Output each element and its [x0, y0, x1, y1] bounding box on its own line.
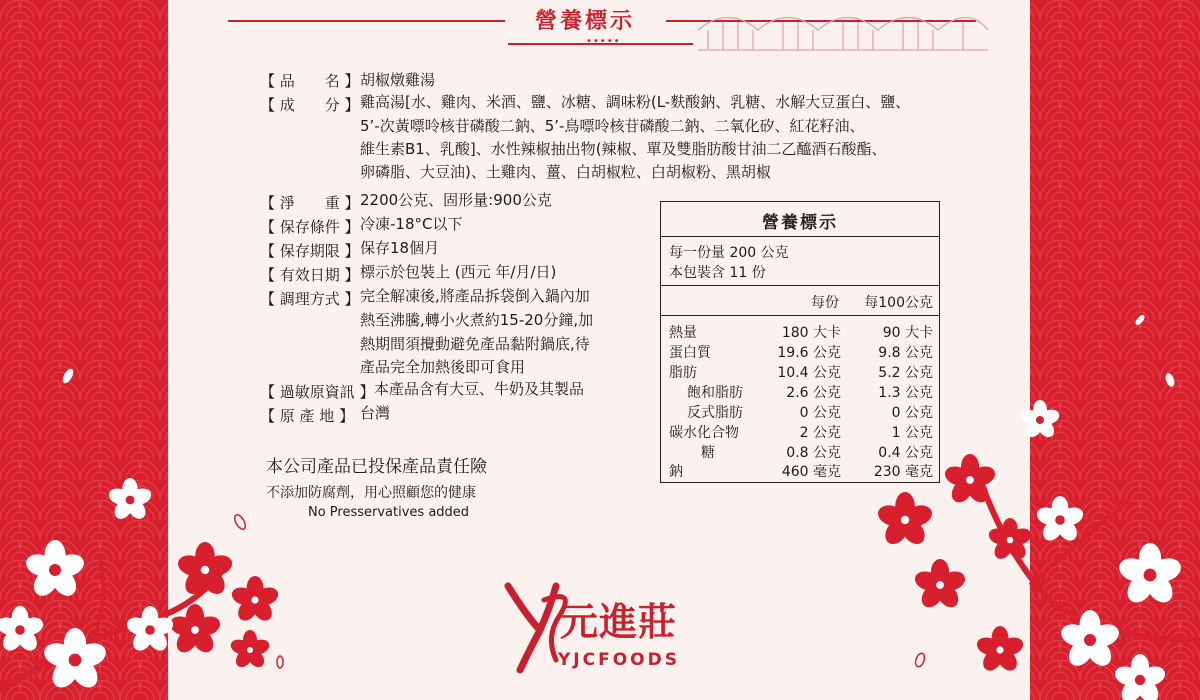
- cooking-line-1: 完全解凍後,將產品拆袋倒入鍋內加: [360, 287, 590, 305]
- nutrient-per-serving: 0.8 公克: [786, 445, 841, 461]
- nutrient-per-serving: 10.4 公克: [777, 365, 841, 381]
- no-preservatives-en: No Presservatives added: [308, 505, 470, 520]
- nutrient-per-serving: 2.6 公克: [786, 385, 841, 401]
- col-per-100g: 每100公克: [864, 295, 933, 311]
- nutrient-name: 糖: [701, 445, 715, 461]
- allergen-value: 本產品含有大豆、牛奶及其製品: [374, 380, 585, 398]
- ingredients-line-1: 雞高湯[水、雞肉、米酒、鹽、冰糖、調味粉(L-麩酸鈉、乳糖、水解大豆蛋白、鹽、: [360, 93, 911, 111]
- no-preservatives-zh: 不添加防腐劑，用心照顧您的健康: [266, 485, 476, 501]
- name-label: 【 品 名 】: [260, 72, 360, 90]
- nutrient-per-100g: 1.3 公克: [878, 385, 933, 401]
- ingredients-line-2: 5’-次黃嘌呤核苷磷酸二鈉、5’-鳥嘌呤核苷磷酸二鈉、二氧化矽、紅花籽油、: [360, 117, 865, 135]
- name-value: 胡椒燉雞湯: [360, 71, 436, 89]
- servings-per-pack: 本包裝含 11 份: [669, 265, 766, 281]
- brand-name-en: YJCFOODS: [558, 650, 680, 670]
- col-per-serving: 每份: [811, 295, 839, 311]
- weight-value: 2200公克、固形量:900公克: [360, 191, 552, 209]
- cooking-label: 【 調理方式 】: [260, 290, 360, 308]
- cooking-line-2: 熱至沸騰,轉小火煮約15-20分鐘,加: [360, 311, 594, 329]
- cooking-line-3: 熱期間須攪動避免產品黏附鍋底,待: [360, 335, 590, 353]
- nutrient-name: 反式脂肪: [687, 405, 743, 421]
- expiry-value: 標示於包裝上 (西元 年/月/日): [360, 263, 557, 281]
- ingredients-line-3: 維生素B1、乳酸]、水性辣椒抽出物(辣椒、單及雙脂肪酸甘油二乙醯酒石酸酯、: [360, 140, 887, 158]
- ingredients-label: 【 成 分 】: [260, 96, 360, 114]
- nutrient-per-serving: 460 毫克: [781, 464, 841, 480]
- nutrient-per-100g: 230 毫克: [873, 464, 933, 480]
- header-dots: •••••: [586, 36, 621, 47]
- nutrient-per-100g: 0 公克: [891, 405, 933, 421]
- nutrient-name: 熱量: [669, 325, 697, 341]
- nutrient-per-100g: 90 大卡: [882, 325, 933, 341]
- nutrient-per-serving: 180 大卡: [781, 325, 841, 341]
- nutrition-title: 營養標示: [762, 213, 838, 233]
- nutrient-name: 飽和脂肪: [687, 385, 743, 401]
- insurance-notice: 本公司產品已投保產品責任險: [266, 457, 487, 477]
- storage-value: 冷凍-18°C以下: [360, 215, 463, 233]
- nutrient-per-100g: 1 公克: [891, 425, 933, 441]
- nutrient-per-100g: 9.8 公克: [878, 345, 933, 361]
- cooking-line-4: 產品完全加熱後即可食用: [360, 358, 526, 376]
- header-title: 營養標示: [534, 8, 635, 34]
- nutrient-name: 脂肪: [669, 365, 697, 381]
- allergen-label: 【 過敏原資訊 】: [260, 383, 375, 401]
- nutrient-per-serving: 19.6 公克: [777, 345, 841, 361]
- storage-label: 【 保存條件 】: [260, 218, 360, 236]
- nutrient-name: 鈉: [669, 464, 683, 480]
- brand-name: 元進莊: [560, 599, 678, 644]
- nutrient-per-serving: 2 公克: [799, 425, 841, 441]
- serving-size: 每一份量 200 公克: [669, 245, 789, 261]
- ingredients-line-4: 卵磷脂、大豆油)、土雞肉、薑、白胡椒粒、白胡椒粉、黑胡椒: [360, 163, 771, 181]
- shelf-life-label: 【 保存期限 】: [260, 242, 360, 260]
- nutrient-name: 蛋白質: [669, 345, 711, 361]
- origin-value: 台灣: [360, 404, 391, 422]
- weight-label: 【 淨 重 】: [260, 194, 360, 212]
- nutrient-per-100g: 0.4 公克: [878, 445, 933, 461]
- nutrient-per-serving: 0 公克: [799, 405, 841, 421]
- nutrient-per-100g: 5.2 公克: [878, 365, 933, 381]
- shelf-life-value: 保存18個月: [360, 239, 440, 257]
- origin-label: 【 原 產 地 】: [260, 407, 355, 425]
- nutrient-name: 碳水化合物: [669, 425, 739, 441]
- expiry-label: 【 有效日期 】: [260, 266, 360, 284]
